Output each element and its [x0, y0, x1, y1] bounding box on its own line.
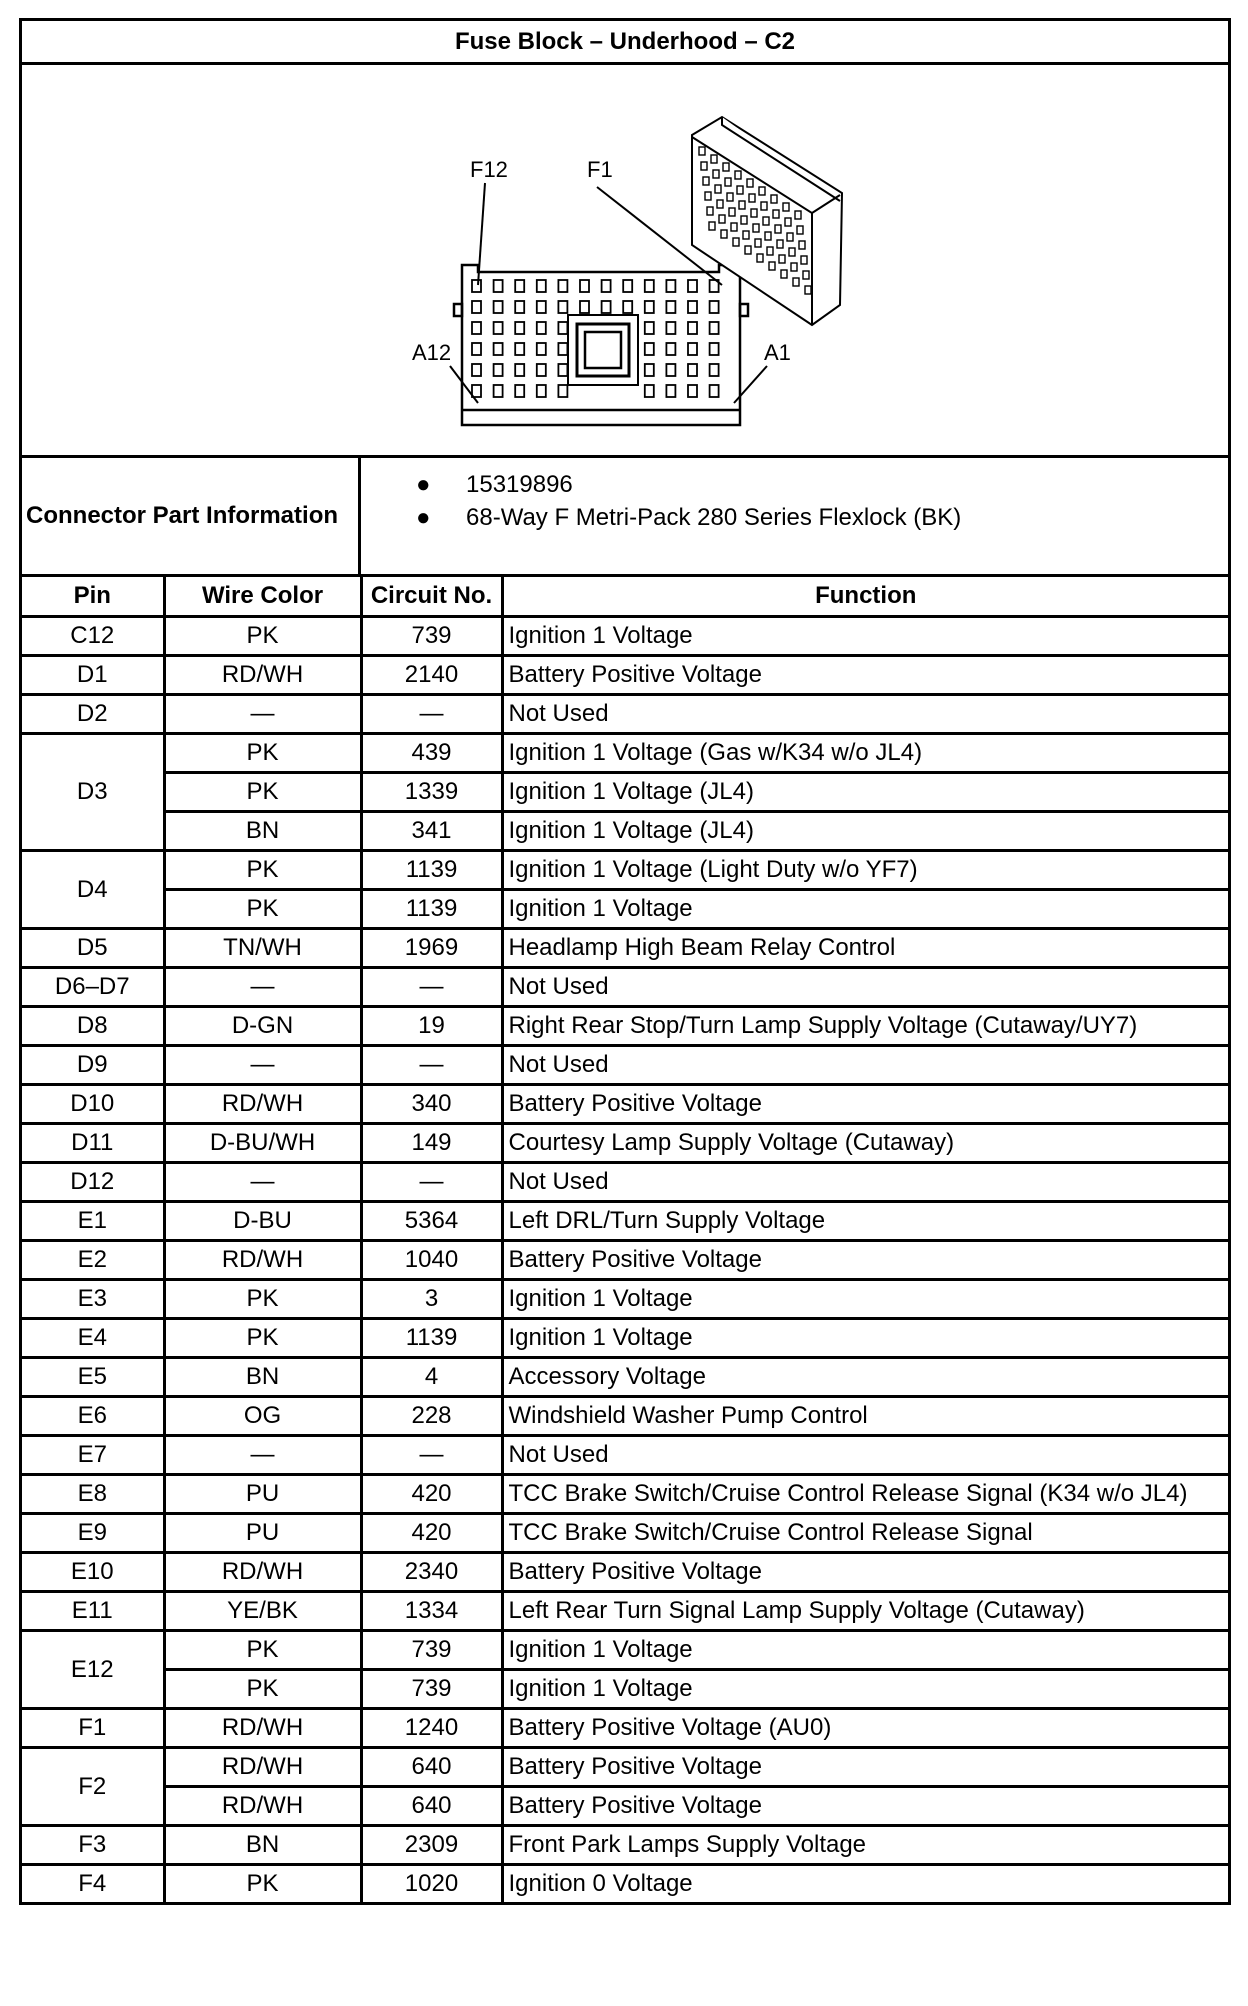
iso-pin-cavity — [783, 203, 789, 211]
circuit-number-cell: 739 — [361, 1631, 502, 1670]
circuit-number-cell: 1020 — [361, 1865, 502, 1903]
pin-cell: D3 — [22, 734, 164, 851]
pin-cavity — [645, 385, 654, 397]
iso-pin-cavity — [793, 278, 799, 286]
table-row — [22, 1826, 1228, 1865]
pin-cell: D5 — [22, 929, 164, 968]
table-row — [22, 695, 1228, 734]
pin-cavity — [515, 385, 524, 397]
wire-color-cell: — — [164, 695, 361, 734]
header-function: Function — [502, 577, 1228, 617]
label-f12: F12 — [470, 157, 508, 182]
table-row — [22, 1397, 1228, 1436]
wire-color-cell: PK — [164, 617, 361, 656]
wire-color-cell: BN — [164, 1358, 361, 1397]
pin-cell: E11 — [22, 1592, 164, 1631]
wire-color-cell: D-GN — [164, 1007, 361, 1046]
pin-cavity — [537, 301, 546, 313]
function-cell: Not Used — [502, 1046, 1228, 1085]
circuit-number-cell: 2340 — [361, 1553, 502, 1592]
pin-cell: C12 — [22, 617, 164, 656]
pin-cavity — [710, 322, 719, 334]
pin-cell: E10 — [22, 1553, 164, 1592]
iso-pin-cavity — [805, 286, 811, 294]
pin-cavity — [494, 364, 503, 376]
pin-cavity — [580, 301, 589, 313]
table-row — [22, 1865, 1228, 1903]
pin-cavity — [515, 364, 524, 376]
wire-color-cell: RD/WH — [164, 1709, 361, 1748]
iso-pin-cavity — [725, 178, 731, 186]
circuit-number-cell: 4 — [361, 1358, 502, 1397]
pin-cavity — [666, 364, 675, 376]
circuit-number-cell: 149 — [361, 1124, 502, 1163]
iso-pin-cavity — [765, 232, 771, 240]
wire-color-cell: BN — [164, 1826, 361, 1865]
pin-cavity — [688, 301, 697, 313]
iso-pin-cavity — [749, 194, 755, 202]
pin-cavity — [558, 322, 567, 334]
circuit-number-cell: 1139 — [361, 1319, 502, 1358]
function-cell: Battery Positive Voltage — [502, 1748, 1228, 1787]
label-a1: A1 — [764, 340, 791, 365]
function-cell: Ignition 1 Voltage (JL4) — [502, 812, 1228, 851]
wire-color-cell: PK — [164, 773, 361, 812]
pin-cavity — [710, 364, 719, 376]
iso-pin-cavity — [789, 248, 795, 256]
iso-pin-cavity — [777, 240, 783, 248]
iso-pin-cavity — [731, 223, 737, 231]
table-row — [22, 1475, 1228, 1514]
bullet-icon: ● — [416, 504, 431, 531]
pin-cavity — [558, 364, 567, 376]
pin-cavity — [515, 322, 524, 334]
circuit-number-cell: 1969 — [361, 929, 502, 968]
pin-cavity — [472, 301, 481, 313]
iso-pin-cavity — [703, 177, 709, 185]
wire-color-cell: RD/WH — [164, 1241, 361, 1280]
pin-cavity — [515, 301, 524, 313]
circuit-number-cell: — — [361, 1163, 502, 1202]
iso-pin-cavity — [787, 233, 793, 241]
function-cell: Courtesy Lamp Supply Voltage (Cutaway) — [502, 1124, 1228, 1163]
table-row — [22, 1670, 1228, 1709]
table-row — [22, 812, 1228, 851]
pin-cavity — [558, 280, 567, 292]
pin-cavity — [710, 343, 719, 355]
pin-cavity — [472, 343, 481, 355]
pin-cavity — [515, 343, 524, 355]
function-cell: Right Rear Stop/Turn Lamp Supply Voltage (Cutaway/UY7) — [502, 1007, 1228, 1046]
pin-cavity — [645, 343, 654, 355]
iso-pin-cavity — [727, 193, 733, 201]
iso-pin-cavity — [761, 202, 767, 210]
circuit-number-cell: 341 — [361, 812, 502, 851]
circuit-number-cell: 19 — [361, 1007, 502, 1046]
wire-color-cell: YE/BK — [164, 1592, 361, 1631]
pin-cavity — [623, 301, 632, 313]
iso-pin-cavity — [723, 163, 729, 171]
table-row — [22, 1631, 1228, 1670]
part-number: ● 15319896 — [361, 468, 1228, 501]
pin-cell: F4 — [22, 1865, 164, 1903]
table-row — [22, 1592, 1228, 1631]
iso-pin-cavity — [775, 225, 781, 233]
pin-cavity — [472, 280, 481, 292]
function-cell: Not Used — [502, 1436, 1228, 1475]
function-cell: Front Park Lamps Supply Voltage — [502, 1826, 1228, 1865]
circuit-number-cell: 439 — [361, 734, 502, 773]
connector-face-drawing — [22, 65, 1228, 455]
wire-color-cell: PU — [164, 1475, 361, 1514]
function-cell: Battery Positive Voltage — [502, 656, 1228, 695]
pin-cavity — [645, 322, 654, 334]
pin-cell: E9 — [22, 1514, 164, 1553]
pin-cell: D8 — [22, 1007, 164, 1046]
page-title: Fuse Block – Underhood – C2 — [22, 21, 1228, 65]
function-cell: Not Used — [502, 695, 1228, 734]
pin-cavity — [688, 385, 697, 397]
function-cell: Ignition 1 Voltage — [502, 1631, 1228, 1670]
iso-pin-cavity — [779, 255, 785, 263]
pin-cavity — [666, 343, 675, 355]
function-cell: Ignition 1 Voltage — [502, 1670, 1228, 1709]
pin-cavity — [537, 322, 546, 334]
function-cell: Left DRL/Turn Supply Voltage — [502, 1202, 1228, 1241]
wire-color-cell: TN/WH — [164, 929, 361, 968]
circuit-number-cell: 640 — [361, 1787, 502, 1826]
pin-cell: D11 — [22, 1124, 164, 1163]
table-row — [22, 734, 1228, 773]
circuit-number-cell: 2309 — [361, 1826, 502, 1865]
table-row — [22, 773, 1228, 812]
iso-pin-cavity — [737, 186, 743, 194]
pin-cavity — [688, 343, 697, 355]
pinout-table — [22, 577, 1228, 1902]
function-cell: Headlamp High Beam Relay Control — [502, 929, 1228, 968]
iso-pin-cavity — [699, 147, 705, 155]
iso-pin-cavity — [733, 238, 739, 246]
pin-cavity — [666, 301, 675, 313]
pin-cavity — [558, 385, 567, 397]
function-cell: TCC Brake Switch/Cruise Control Release Signal (K34 w/o JL4) — [502, 1475, 1228, 1514]
wire-color-cell: OG — [164, 1397, 361, 1436]
wire-color-cell: PU — [164, 1514, 361, 1553]
connector-part-information — [22, 458, 1228, 577]
pin-cell: F1 — [22, 1709, 164, 1748]
table-row — [22, 1553, 1228, 1592]
circuit-number-cell: 640 — [361, 1748, 502, 1787]
wire-color-cell: PK — [164, 1631, 361, 1670]
iso-pin-cavity — [755, 239, 761, 247]
iso-pin-cavity — [797, 226, 803, 234]
function-cell: Battery Positive Voltage (AU0) — [502, 1709, 1228, 1748]
pin-cell: D6–D7 — [22, 968, 164, 1007]
iso-pin-cavity — [791, 263, 797, 271]
table-row — [22, 968, 1228, 1007]
pin-cavity — [602, 280, 611, 292]
iso-pin-cavity — [747, 179, 753, 187]
table-row — [22, 1319, 1228, 1358]
pin-cavity — [494, 301, 503, 313]
pin-cell: D12 — [22, 1163, 164, 1202]
wire-color-cell: BN — [164, 812, 361, 851]
table-row — [22, 1007, 1228, 1046]
function-cell: Windshield Washer Pump Control — [502, 1397, 1228, 1436]
pin-cavity — [537, 280, 546, 292]
circuit-number-cell: 5364 — [361, 1202, 502, 1241]
label-a12: A12 — [412, 340, 452, 365]
wire-color-cell: PK — [164, 1670, 361, 1709]
iso-pin-cavity — [741, 216, 747, 224]
pin-cavity — [537, 385, 546, 397]
wire-color-cell: — — [164, 1046, 361, 1085]
pin-cell: E3 — [22, 1280, 164, 1319]
iso-pin-cavity — [781, 270, 787, 278]
table-row — [22, 1046, 1228, 1085]
wire-color-cell: PK — [164, 1319, 361, 1358]
function-cell: Ignition 1 Voltage — [502, 1280, 1228, 1319]
circuit-number-cell: 1240 — [361, 1709, 502, 1748]
table-row — [22, 1748, 1228, 1787]
iso-pin-cavity — [739, 201, 745, 209]
wire-color-cell: — — [164, 1436, 361, 1475]
connector-diagram — [22, 65, 1228, 458]
table-row — [22, 1358, 1228, 1397]
iso-pin-cavity — [763, 217, 769, 225]
table-row — [22, 1787, 1228, 1826]
pin-cell: D10 — [22, 1085, 164, 1124]
pin-cavity — [666, 280, 675, 292]
wire-color-cell: PK — [164, 1280, 361, 1319]
function-cell: Battery Positive Voltage — [502, 1085, 1228, 1124]
iso-pin-cavity — [715, 185, 721, 193]
pin-cavity — [494, 280, 503, 292]
iso-pin-cavity — [705, 192, 711, 200]
wire-color-cell: — — [164, 1163, 361, 1202]
iso-pin-cavity — [713, 170, 719, 178]
table-row — [22, 1709, 1228, 1748]
pin-cavity — [666, 385, 675, 397]
iso-pin-cavity — [735, 171, 741, 179]
pin-cavity — [494, 385, 503, 397]
table-row — [22, 617, 1228, 656]
bullet-icon: ● — [416, 471, 431, 498]
wire-color-cell: PK — [164, 734, 361, 773]
pin-cavity — [645, 364, 654, 376]
wire-color-cell: RD/WH — [164, 656, 361, 695]
function-cell: Ignition 1 Voltage (Light Duty w/o YF7) — [502, 851, 1228, 890]
pin-cell: D4 — [22, 851, 164, 929]
iso-pin-cavity — [729, 208, 735, 216]
header-pin: Pin — [22, 577, 164, 617]
pin-cavity — [602, 301, 611, 313]
iso-pin-cavity — [785, 218, 791, 226]
pin-cavity — [537, 343, 546, 355]
table-row — [22, 851, 1228, 890]
iso-pin-cavity — [757, 254, 763, 262]
iso-pin-cavity — [751, 209, 757, 217]
function-cell: Ignition 1 Voltage — [502, 617, 1228, 656]
function-cell: Accessory Voltage — [502, 1358, 1228, 1397]
pin-cavity — [494, 322, 503, 334]
function-cell: Left Rear Turn Signal Lamp Supply Voltage (Cutaway) — [502, 1592, 1228, 1631]
pin-cell: F2 — [22, 1748, 164, 1826]
iso-pin-cavity — [721, 230, 727, 238]
table-row — [22, 1436, 1228, 1475]
wire-color-cell: PK — [164, 890, 361, 929]
pin-cavity — [688, 364, 697, 376]
pin-cell: E12 — [22, 1631, 164, 1709]
function-cell: Ignition 1 Voltage — [502, 890, 1228, 929]
pin-cell: F3 — [22, 1826, 164, 1865]
part-description: ● 68-Way F Metri-Pack 280 Series Flexlock (BK) — [361, 501, 1228, 534]
iso-pin-cavity — [759, 187, 765, 195]
pin-cavity — [645, 280, 654, 292]
circuit-number-cell: 1040 — [361, 1241, 502, 1280]
pin-cavity — [688, 280, 697, 292]
header-circuit-number: Circuit No. — [361, 577, 502, 617]
pin-cavity — [710, 301, 719, 313]
iso-pin-cavity — [773, 210, 779, 218]
function-cell: Not Used — [502, 1163, 1228, 1202]
circuit-number-cell: 340 — [361, 1085, 502, 1124]
pin-cell: E2 — [22, 1241, 164, 1280]
table-row — [22, 1163, 1228, 1202]
pin-cavity — [494, 343, 503, 355]
table-row — [22, 1085, 1228, 1124]
iso-pin-cavity — [753, 224, 759, 232]
function-cell: Battery Positive Voltage — [502, 1553, 1228, 1592]
circuit-number-cell: — — [361, 1436, 502, 1475]
table-row — [22, 1280, 1228, 1319]
pin-cavity — [558, 301, 567, 313]
iso-pin-cavity — [771, 195, 777, 203]
connector-sheet — [19, 18, 1231, 1905]
pin-cavity — [558, 343, 567, 355]
table-row — [22, 1514, 1228, 1553]
pin-cavity — [666, 322, 675, 334]
circuit-number-cell: 739 — [361, 617, 502, 656]
wire-color-cell: D-BU — [164, 1202, 361, 1241]
iso-pin-cavity — [795, 211, 801, 219]
wire-color-cell: RD/WH — [164, 1748, 361, 1787]
pin-cavity — [623, 280, 632, 292]
iso-pin-cavity — [745, 246, 751, 254]
table-row — [22, 929, 1228, 968]
table-row — [22, 656, 1228, 695]
iso-pin-cavity — [719, 215, 725, 223]
header-wire-color: Wire Color — [164, 577, 361, 617]
iso-pin-cavity — [707, 207, 713, 215]
pin-cavity — [472, 364, 481, 376]
circuit-number-cell: 420 — [361, 1514, 502, 1553]
pin-cell: E4 — [22, 1319, 164, 1358]
function-cell: TCC Brake Switch/Cruise Control Release Signal — [502, 1514, 1228, 1553]
pin-cell: E5 — [22, 1358, 164, 1397]
iso-pin-cavity — [709, 222, 715, 230]
label-f1: F1 — [587, 157, 613, 182]
pin-cavity — [710, 385, 719, 397]
function-cell: Not Used — [502, 968, 1228, 1007]
pin-cell: D1 — [22, 656, 164, 695]
pin-cavity — [515, 280, 524, 292]
table-row — [22, 890, 1228, 929]
pin-cell: E6 — [22, 1397, 164, 1436]
iso-pin-cavity — [743, 231, 749, 239]
wire-color-cell: RD/WH — [164, 1787, 361, 1826]
iso-pin-cavity — [717, 200, 723, 208]
function-cell: Ignition 1 Voltage (Gas w/K34 w/o JL4) — [502, 734, 1228, 773]
pin-cell: D2 — [22, 695, 164, 734]
circuit-number-cell: 1334 — [361, 1592, 502, 1631]
iso-pin-cavity — [799, 241, 805, 249]
iso-pin-cavity — [701, 162, 707, 170]
pin-cell: E1 — [22, 1202, 164, 1241]
wire-color-cell: — — [164, 968, 361, 1007]
wire-color-cell: RD/WH — [164, 1553, 361, 1592]
circuit-number-cell: 1139 — [361, 890, 502, 929]
circuit-number-cell: — — [361, 968, 502, 1007]
pin-cavity — [580, 280, 589, 292]
pin-cell: E7 — [22, 1436, 164, 1475]
circuit-number-cell: 1339 — [361, 773, 502, 812]
wire-color-cell: PK — [164, 1865, 361, 1903]
iso-pin-cavity — [767, 247, 773, 255]
circuit-number-cell: 2140 — [361, 656, 502, 695]
pin-cavity — [645, 301, 654, 313]
circuit-number-cell: 420 — [361, 1475, 502, 1514]
wire-color-cell: D-BU/WH — [164, 1124, 361, 1163]
pin-cell: D9 — [22, 1046, 164, 1085]
part-info-values — [361, 458, 1228, 574]
table-row — [22, 1241, 1228, 1280]
table-row — [22, 1124, 1228, 1163]
circuit-number-cell: 3 — [361, 1280, 502, 1319]
iso-pin-cavity — [711, 155, 717, 163]
pin-cavity — [537, 364, 546, 376]
wire-color-cell: PK — [164, 851, 361, 890]
iso-pin-cavity — [803, 271, 809, 279]
pin-cavity — [472, 322, 481, 334]
function-cell: Ignition 1 Voltage — [502, 1319, 1228, 1358]
iso-pin-cavity — [769, 262, 775, 270]
wire-color-cell: RD/WH — [164, 1085, 361, 1124]
function-cell: Battery Positive Voltage — [502, 1787, 1228, 1826]
part-info-label: Connector Part Information — [22, 458, 361, 574]
function-cell: Battery Positive Voltage — [502, 1241, 1228, 1280]
circuit-number-cell: 228 — [361, 1397, 502, 1436]
circuit-number-cell: 1139 — [361, 851, 502, 890]
table-row — [22, 1202, 1228, 1241]
function-cell: Ignition 1 Voltage (JL4) — [502, 773, 1228, 812]
circuit-number-cell: 739 — [361, 1670, 502, 1709]
pin-cavity — [688, 322, 697, 334]
iso-pin-cavity — [801, 256, 807, 264]
circuit-number-cell: — — [361, 1046, 502, 1085]
circuit-number-cell: — — [361, 695, 502, 734]
table-header-row — [22, 577, 1228, 617]
connector-3d-icon — [692, 117, 842, 325]
function-cell: Ignition 0 Voltage — [502, 1865, 1228, 1903]
pin-cell: E8 — [22, 1475, 164, 1514]
